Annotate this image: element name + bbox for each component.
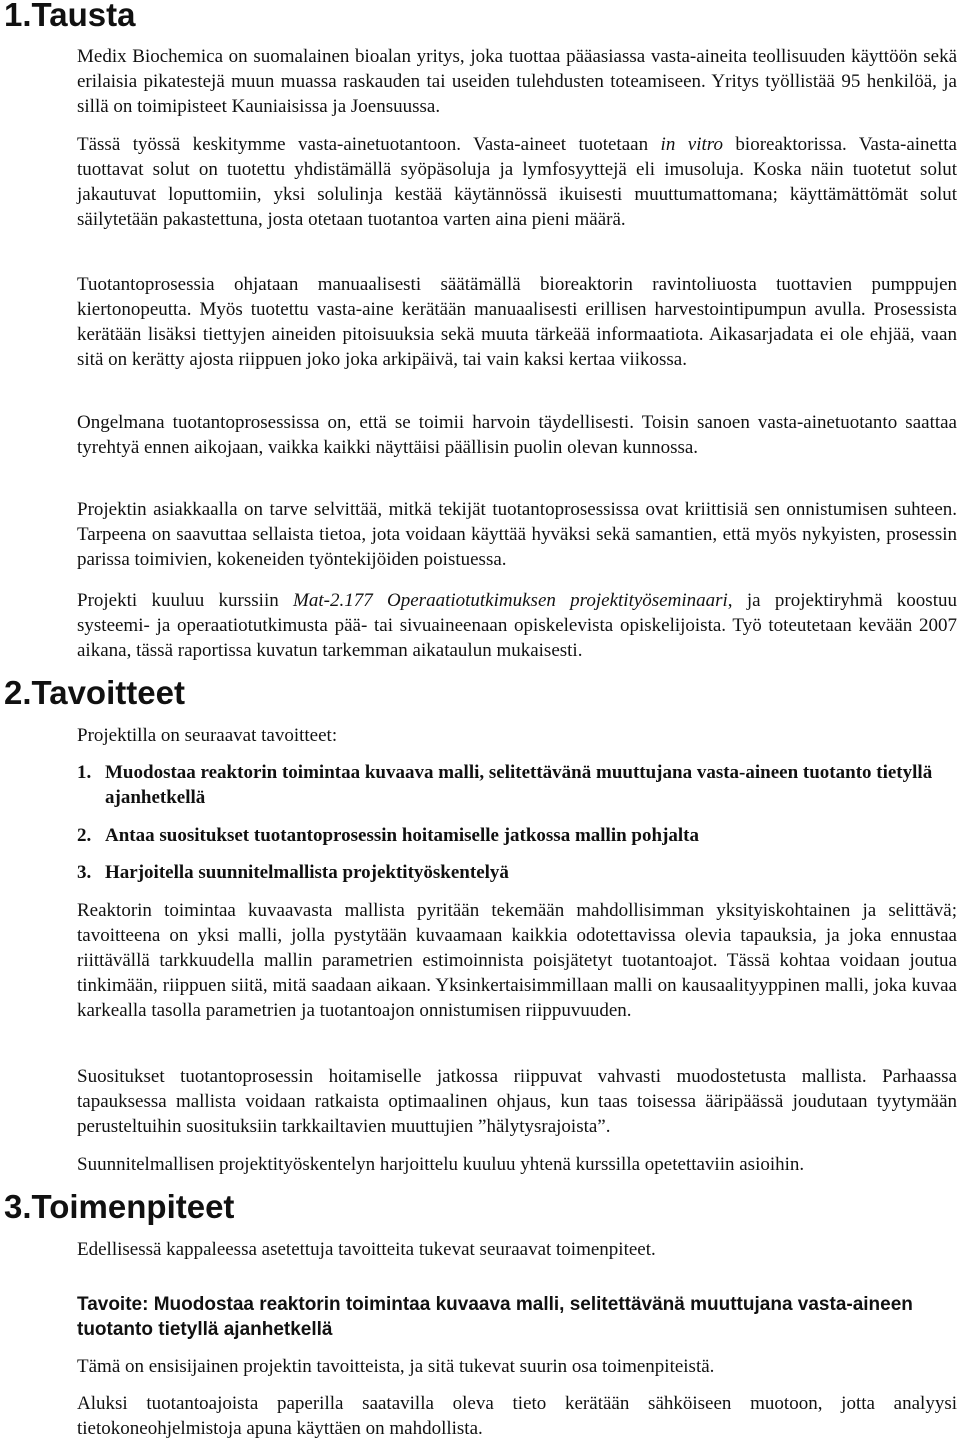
goal-text: Antaa suositukset tuotantoprosessin hoitamiselle jatkossa mallin pohjalta: [105, 825, 700, 846]
paragraph: [77, 410, 957, 460]
paragraph-text: Tuotantoprosessia ohjataan manuaalisesti säätämällä bioreaktorin ravintoliuosta tuottavien pumppujen kiertonopeutta. Myös tuotettu vasta-aine kerätään manuaalisesti erillisen harvestointipumpun avulla. Prosessista kerätään lisäksi tiettyjen aineiden pitoisuuksia sekä muuta tärkeää informaatiota. Aikasarjadata ei ole ehjää, vaan sitä on kerätty ajosta riippuen joko joka arkipäivä, tai vain kaksi kertaa viikossa.: [77, 274, 957, 370]
paragraph-text: Projektilla on seuraavat tavoitteet:: [77, 725, 338, 746]
goal-subheading: Tavoite: Muodostaa reaktorin toimintaa kuvaava malli, selitettävänä muuttujana vasta-aineen tuotanto tietyllä ajanhetkellä: [77, 1294, 913, 1340]
goal-number: 1.: [77, 762, 92, 783]
paragraph: [77, 44, 957, 119]
paragraph: [77, 1354, 957, 1379]
goal-list-item: [77, 823, 957, 848]
paragraph-text: Suositukset tuotantoprosessin hoitamiselle jatkossa riippuvat vahvasti muodostetusta mallista. Parhaassa tapauksessa mallista voidaan ratkaista optimaalinen ohjaus, kun taas toisessa ääripäässä joudutaan tyytymään perusteltuihin suosituksiin tarkkailtavien muuttujien ”hälytysrajoista”.: [77, 1066, 957, 1137]
paragraph: [77, 1152, 957, 1177]
paragraph-text: Projektin asiakkaalla on tarve selvittää, mitkä tekijät tuotantoprosessissa ovat kriittisiä sen onnistumisen suhteen. Tarpeena on saavuttaa sellaista tietoa, jota voidaan käyttää hyväksi sekä samantien, että myös nykyisten, prosessin parissa toimivien, kokeneiden työntekijöiden poistuessa.: [77, 499, 957, 570]
paragraph: [77, 723, 957, 748]
paragraph: [77, 588, 957, 663]
paragraph-text: Medix Biochemica on suomalainen bioalan yritys, joka tuottaa pääasiassa vasta-aineita teollisuuden käyttöön sekä erilaisia pikatestejä muun muassa raskauden tai useiden tulehdusten toteamiseen. Yritys työllistää 95 henkilöä, ja sillä on toimipisteet Kauniaisissa ja Joensuussa.: [77, 46, 957, 117]
emphasis-text: in vitro: [660, 134, 723, 155]
goal-number: 2.: [77, 825, 92, 846]
goal-list-item: [77, 760, 957, 810]
course-title: Mat-2.177 Operaatiotutkimuksen projektityöseminaari: [293, 590, 728, 611]
goal-text: Muodostaa reaktorin toimintaa kuvaava malli, selitettävänä muuttujana vasta-aineen tuotanto tietyllä ajanhetkellä: [105, 762, 933, 808]
paragraph-text: Aluksi tuotantoajoista paperilla saatavilla oleva tieto kerätään sähköiseen muotoon, jotta analyysi tietokoneohjelmistoja apuna käyttäen on mahdollista.: [77, 1393, 957, 1439]
paragraph: [77, 1064, 957, 1139]
paragraph-text: Projekti kuuluu kurssiin Mat-2.177 Operaatiotutkimuksen projektityöseminaari, ja projektiryhmä koostuu systeemi- ja operaatiotutkimusta pää- tai sivuaineenaan opiskelevista opiskelijoista. Työ toteutetaan kevään 2007 aikana, tässä raportissa kuvatun tarkemman aikataulun mukaisesti.: [77, 590, 957, 661]
goal-number: 3.: [77, 862, 92, 883]
paragraph: [77, 898, 957, 1023]
paragraph-text: Edellisessä kappaleessa asetettuja tavoitteita tukevat seuraavat toimenpiteet.: [77, 1239, 656, 1260]
section-heading-tavoitteet: 2.Tavoitteet: [4, 674, 185, 711]
paragraph: [77, 1391, 957, 1441]
goal-text: Harjoitella suunnitelmallista projektityöskentelyä: [105, 862, 509, 883]
section-heading-tausta: 1.Tausta: [4, 0, 136, 33]
section-heading-toimenpiteet: 3.Toimenpiteet: [4, 1188, 235, 1225]
goal-list-item: [77, 860, 957, 885]
paragraph: [77, 497, 957, 572]
paragraph: [77, 1237, 957, 1262]
paragraph-text: Tässä työssä keskitymme vasta-ainetuotantoon. Vasta-aineet tuotetaan in vitro bioreaktorissa. Vasta-ainetta tuottavat solut on tuotettu yhdistämällä syöpäsoluja ja lymfosyyttejä eli imusoluja. Koska näin tuotetut solut jakautuvat loputtomiin, yksi solulinja kestää käytännössä ikuisesti muuttumattomana; käyttämättömät solut säilytetään pakastettuna, josta otetaan tuotantoa varten aina pieni määrä.: [77, 134, 957, 230]
paragraph: [77, 272, 957, 372]
paragraph-text: Tämä on ensisijainen projektin tavoitteista, ja sitä tukevat suurin osa toimenpiteistä.: [77, 1356, 715, 1377]
paragraph-text: Reaktorin toimintaa kuvaavasta mallista pyritään tekemään mahdollisimman yksityiskohtainen ja selittävä; tavoitteena on yksi malli, jolla pystytään kuvaamaan kaikkia odotettavissa olevia tapauksia, ja joka ennustaa riittävällä tarkkuudella mallin parametrien estimoinnista poisjätetyt tuotantoajot. Tässä kohtaa voidaan joutua tinkimään, riippuen siitä, mitä saadaan aikaan. Yksinkertaisimmillaan malli on kausaalityyppinen malli, joka kuvaa karkealla tasolla parametrien ja tuotantoajon onnistumisen riippuvuuden.: [77, 900, 957, 1021]
paragraph: [77, 132, 957, 232]
paragraph-text: Suunnitelmallisen projektityöskentelyn harjoittelu kuuluu yhtenä kurssilla opetettaviin asioihin.: [77, 1154, 805, 1175]
paragraph-text: Ongelmana tuotantoprosessissa on, että se toimii harvoin täydellisesti. Toisin sanoen vasta-ainetuotanto saattaa tyrehtyä ennen aikojaan, vaikka kaikki näyttäisi päällisin puolin olevan kunnossa.: [77, 412, 957, 458]
